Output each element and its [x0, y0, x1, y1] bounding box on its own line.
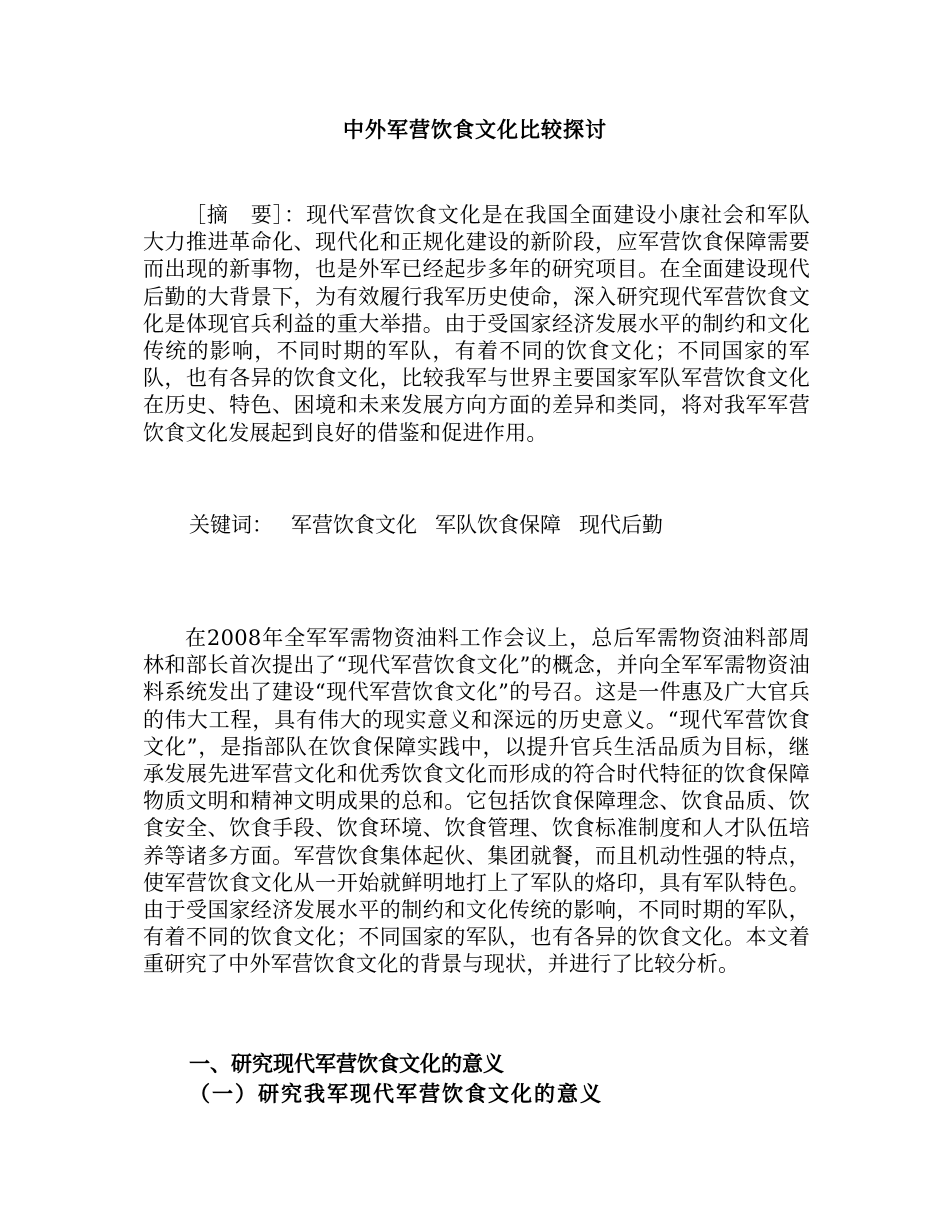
subsection-heading: （一）研究我军现代军营饮食文化的意义 [189, 1082, 603, 1106]
keyword-item: 军营饮食文化 [291, 513, 417, 537]
document-title: 中外军营饮食文化比较探讨 [343, 118, 607, 142]
body-paragraph: 在2008年全军军需物资油料工作会议上，总后军需物资油料部周林和部长首次提出了“现代军营饮食文化”的概念，并向全军军需物资油料系统发出了建设“现代军营饮食文化”的号召。这是一件惠及广大官兵的伟大工程，具有伟大的现实意义和深远的历史意义。“现代军营饮食文化”，是指部队在饮食保障实践中，以提升官兵生活品质为目标，继承发展先进军营文化和优秀饮食文化而形成的符合时代特征的饮食保障物质文明和精神文明成果的总和。它包括饮食保障理念、饮食品质、饮食安全、饮食手段、饮食环境、饮食管理、饮食标准制度和人才队伍培养等诸多方面。军营饮食集体起伙、集团就餐，而且机动性强的特点，使军营饮食文化从一开始就鲜明地打上了军队的烙印，具有军队特色。由于受国家经济发展水平的制约和文化传统的影响，不同时期的军队，有着不同的饮食文化；不同国家的军队，也有各异的饮食文化。本文着重研究了中外军营饮食文化的背景与现状，并进行了比较分析。 [143, 626, 810, 977]
keywords-line [189, 512, 829, 539]
abstract-paragraph: ［摘 要］：现代军营饮食文化是在我国全面建设小康社会和军队大力推进革命化、现代化和正规化建设的新阶段，应军营饮食保障需要而出现的新事物，也是外军已经起步多年的研究项目。在全面建设现代后勤的大背景下，为有效履行我军历史使命，深入研究现代军营饮食文化是体现官兵利益的重大举措。由于受国家经济发展水平的制约和文化传统的影响，不同时期的军队，有着不同的饮食文化；不同国家的军队，也有各异的饮食文化，比较我军与世界主要国家军队军营饮食文化在历史、特色、困境和未来发展方向方面的差异和类同，将对我军军营饮食文化发展起到良好的借鉴和促进作用。 [143, 203, 810, 445]
keywords-label: 关键词： [189, 513, 273, 537]
section-heading: 一、研究现代军营饮食文化的意义 [189, 1052, 504, 1076]
keyword-item: 现代后勤 [579, 513, 663, 537]
keyword-item: 军队饮食保障 [435, 513, 561, 537]
